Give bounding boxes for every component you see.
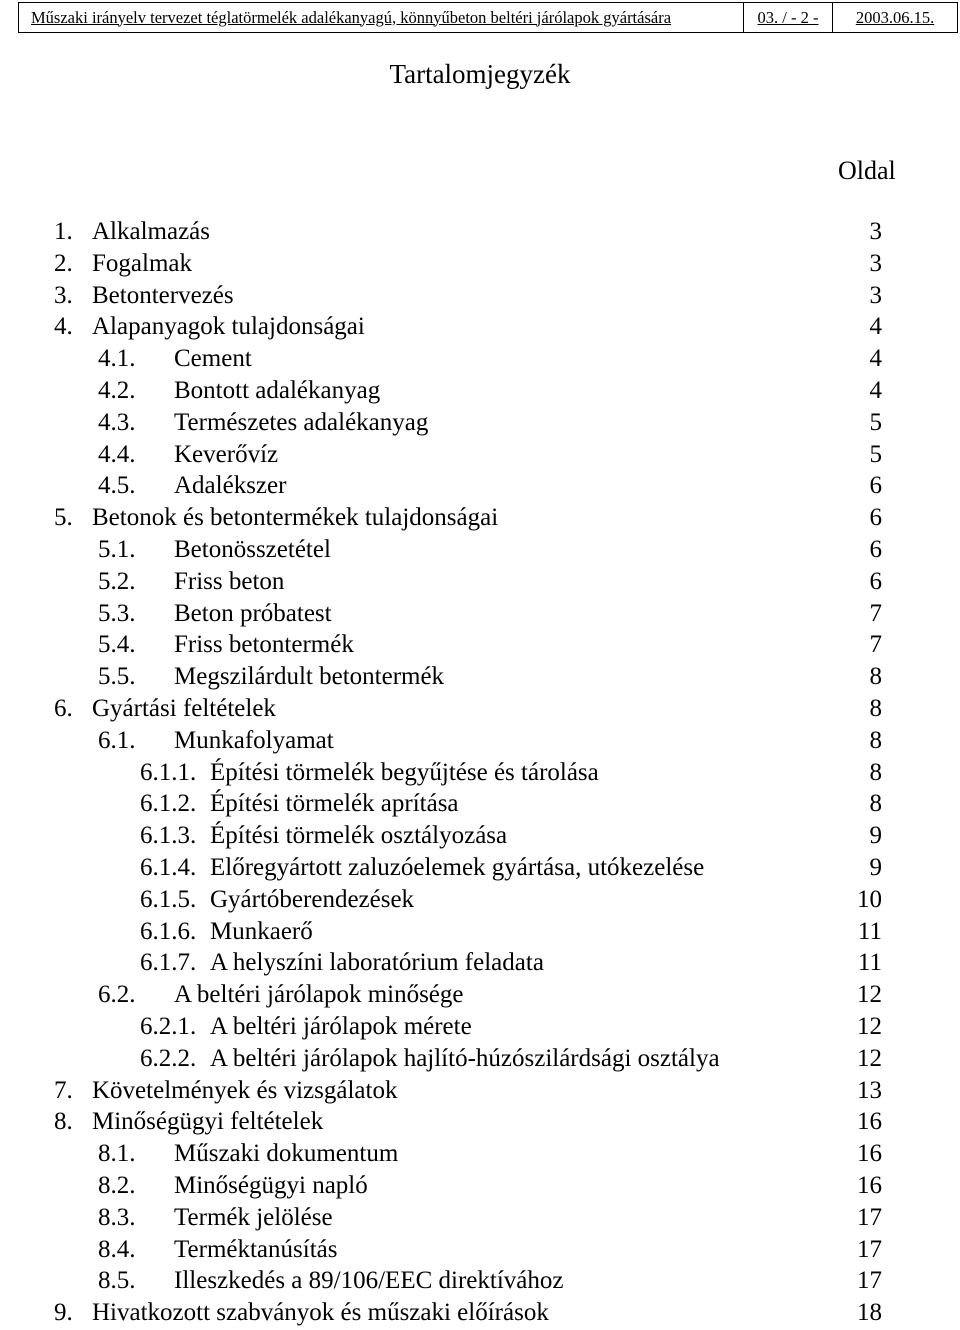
toc-entry-title: Illeszkedés a 89/106/EEC direktívához (174, 1267, 564, 1295)
toc-entry-title: Terméktanúsítás (174, 1235, 338, 1263)
toc-entry-page: 8 (869, 663, 882, 691)
toc-entry-number: 6.1. (98, 726, 136, 754)
toc-entry-title: Betonok és betontermékek tulajdonságai (92, 504, 499, 532)
toc-entry-number: 5. (54, 504, 73, 532)
toc-entry-page: 6 (869, 472, 882, 500)
toc-entry-number: 6.2.2. (140, 1044, 197, 1072)
toc-entry-number: 6.1.2. (140, 790, 197, 818)
toc-entry-title: Betonösszetétel (174, 536, 331, 563)
toc-entry-number: 3. (54, 281, 73, 309)
toc-entry-number: 4.3. (98, 408, 136, 436)
toc-entry-number: 6.1.1. (140, 758, 197, 786)
toc-entry (0, 439, 960, 471)
toc-entry-number: 4.1. (98, 345, 136, 373)
toc-entry-page: 7 (869, 599, 882, 627)
toc-entry (0, 629, 960, 661)
toc-entry-number: 8. (54, 1108, 73, 1136)
toc-entry-number: 1. (54, 218, 73, 245)
toc-entry-number: 8.3. (98, 1203, 136, 1231)
toc-entry (0, 375, 960, 407)
toc-entry-page: 5 (869, 408, 882, 436)
toc-entry-title: Gyártási feltételek (92, 695, 276, 722)
toc-entry-page: 3 (869, 281, 882, 309)
toc-entry-page: 8 (869, 758, 882, 786)
toc-entry-page: 12 (857, 1044, 882, 1072)
toc-entry-page: 6 (869, 567, 882, 595)
toc-entry-page: 12 (857, 981, 882, 1009)
toc-entry-title: Termék jelölése (174, 1203, 333, 1231)
toc-entry-title: Minőségügyi feltételek (92, 1108, 324, 1136)
toc-entry (0, 1297, 960, 1329)
toc-entry (0, 788, 960, 820)
toc-entry-number: 4. (54, 313, 73, 341)
toc-entry-page: 11 (857, 949, 882, 977)
toc-entry (0, 661, 960, 693)
toc-entry (0, 947, 960, 979)
toc-entry-number: 6.2. (98, 981, 136, 1009)
toc-entry-page: 11 (857, 917, 882, 945)
toc-entry (0, 311, 960, 343)
toc-entry-title: Fogalmak (92, 249, 192, 277)
toc-entry-page: 16 (857, 1108, 882, 1136)
toc-entry-number: 6.2.1. (140, 1013, 197, 1040)
toc-entry-page: 17 (857, 1267, 882, 1295)
toc-entry-page: 4 (869, 345, 882, 373)
page-column-label: Oldal (838, 156, 896, 185)
toc-entry (0, 1234, 960, 1266)
toc-entry-title: Építési törmelék begyűjtése és tárolása (210, 758, 599, 786)
toc-entry-page: 12 (857, 1013, 882, 1040)
toc-entry-number: 6.1.4. (140, 854, 197, 881)
toc-entry-title: Munkaerő (210, 917, 313, 945)
toc-entry-number: 4.4. (98, 440, 136, 468)
toc-entry (0, 280, 960, 312)
toc-entry-number: 4.2. (98, 377, 136, 404)
toc-entry-number: 6.1.3. (140, 822, 197, 850)
toc-entry-number: 5.3. (98, 599, 136, 627)
toc-entry (0, 534, 960, 566)
toc-entry (0, 248, 960, 280)
toc-entry (0, 884, 960, 916)
toc-entry-title: Hivatkozott szabványok és műszaki előírások (92, 1299, 549, 1327)
toc-entry (0, 757, 960, 789)
header-date: 2003.06.15. (855, 7, 935, 27)
toc-entry-page: 5 (869, 440, 882, 468)
toc-entry-number: 5.1. (98, 536, 136, 563)
toc-entry-page: 3 (869, 249, 882, 277)
toc-entry-page: 9 (869, 854, 882, 881)
toc-entry (0, 343, 960, 375)
toc-entry-title: Követelmények és vizsgálatok (92, 1076, 398, 1104)
toc-entry-page: 17 (857, 1235, 882, 1263)
toc-entry (0, 216, 960, 248)
toc-entry-page: 4 (869, 377, 882, 404)
toc-entry-number: 8.1. (98, 1140, 136, 1168)
toc-entry (0, 979, 960, 1011)
toc-entry (0, 693, 960, 725)
toc-entry-page: 10 (857, 885, 882, 913)
header-page-number: 03. / - 2 - (744, 3, 833, 32)
toc-entry (0, 566, 960, 598)
toc-entry (0, 820, 960, 852)
toc-entry-title: Keverővíz (174, 440, 279, 468)
toc-entry-title: A beltéri járólapok mérete (210, 1013, 472, 1040)
toc-entry-title: Minőségügyi napló (174, 1172, 368, 1199)
toc-entry-number: 6. (54, 695, 73, 722)
toc-entry-title: Adalékszer (174, 472, 287, 500)
toc-entry-title: Műszaki dokumentum (174, 1140, 399, 1168)
toc-entry-number: 2. (54, 249, 73, 277)
toc-entry (0, 1075, 960, 1107)
toc-entry-title: Előregyártott zaluzóelemek gyártása, utókezelése (210, 854, 705, 881)
toc-entry-title: A beltéri járólapok minősége (174, 981, 464, 1009)
toc-entry-title: Építési törmelék osztályozása (210, 822, 508, 850)
toc-entry (0, 1265, 960, 1297)
toc-entry-page: 16 (857, 1140, 882, 1168)
toc-entry-page: 9 (869, 822, 882, 850)
toc-entry-page: 6 (869, 504, 882, 532)
toc-entry-number: 8.4. (98, 1235, 136, 1263)
toc-entry (0, 725, 960, 757)
toc-entry-title: Megszilárdult betontermék (174, 663, 445, 691)
toc-entry-page: 8 (869, 726, 882, 754)
toc-entry (0, 1202, 960, 1234)
toc-entry-title: Friss beton (174, 567, 285, 595)
toc-entry-page: 18 (857, 1299, 882, 1327)
toc-entry-page: 8 (869, 790, 882, 818)
toc-entry-title: Betontervezés (92, 281, 234, 309)
toc-entry-page: 6 (869, 536, 882, 563)
toc-entry-title: Alapanyagok tulajdonságai (92, 313, 365, 341)
toc-entry-page: 17 (857, 1203, 882, 1231)
toc-entry-number: 9. (54, 1299, 73, 1327)
toc-entry-number: 5.4. (98, 631, 136, 659)
header-document-title: Műszaki irányelv tervezet téglatörmelék adalékanyagú, könnyűbeton beltéri járólapok gyártására (19, 3, 744, 32)
toc-entry-number: 5.2. (98, 567, 136, 595)
toc-entry (0, 598, 960, 630)
toc-entry-page: 8 (869, 695, 882, 722)
toc-entry-title: Munkafolyamat (174, 726, 334, 754)
toc-entry-number: 6.1.7. (140, 949, 197, 977)
toc-entry-number: 6.1.6. (140, 917, 197, 945)
toc-entry-number: 4.5. (98, 472, 136, 500)
toc-entry-page: 7 (869, 631, 882, 659)
toc-entry-page: 4 (869, 313, 882, 341)
page-header (18, 2, 958, 33)
toc-entry (0, 502, 960, 534)
toc-entry-title: Építési törmelék aprítása (210, 790, 459, 818)
toc-entry-title: Friss betontermék (174, 631, 354, 659)
toc-entry-title: Bontott adalékanyag (174, 377, 381, 404)
toc-entry (0, 1011, 960, 1043)
toc-entry-page: 13 (857, 1076, 882, 1104)
toc-entry-page: 16 (857, 1172, 882, 1199)
toc-entry-number: 6.1.5. (140, 885, 197, 913)
toc-entry (0, 916, 960, 948)
toc-entry-number: 8.2. (98, 1172, 136, 1199)
toc-entry (0, 1106, 960, 1138)
toc-entry-title: Alkalmazás (92, 218, 211, 245)
toc-entry-number: 7. (54, 1076, 73, 1104)
toc-entry (0, 1170, 960, 1202)
toc-entry-page: 3 (869, 218, 882, 245)
toc-entry-number: 5.5. (98, 663, 136, 691)
toc-entry (0, 407, 960, 439)
toc-title: Tartalomjegyzék (389, 59, 571, 89)
toc-entry-title: A helyszíni laboratórium feladata (210, 949, 544, 977)
toc-entry-title: Gyártóberendezések (210, 885, 415, 913)
toc-entry (0, 852, 960, 884)
toc-entry-number: 8.5. (98, 1267, 136, 1295)
toc-entry (0, 1138, 960, 1170)
toc-entry-title: Cement (174, 345, 252, 373)
toc-entry-title: Természetes adalékanyag (174, 408, 429, 436)
toc-entry (0, 470, 960, 502)
toc-entry-title: Beton próbatest (174, 599, 332, 627)
toc-entry-title: A beltéri járólapok hajlító-húzószilárdsági osztálya (210, 1044, 720, 1072)
toc-entry (0, 1043, 960, 1075)
